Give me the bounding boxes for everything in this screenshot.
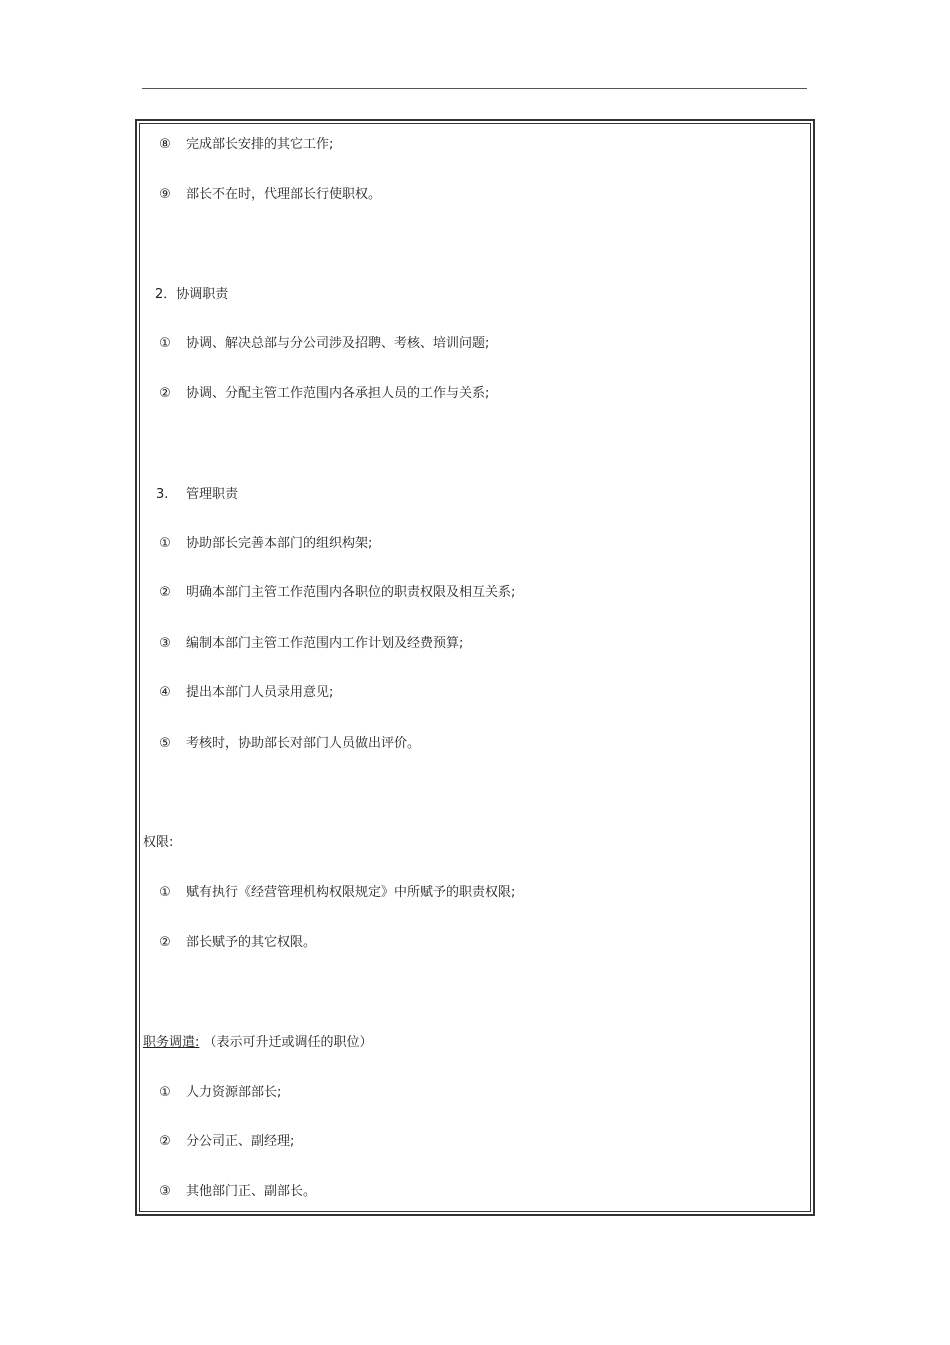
list-number: ④ bbox=[159, 685, 171, 700]
list-number: ① bbox=[159, 1085, 171, 1100]
list-item-text: 提出本部门人员录用意见; bbox=[186, 685, 334, 700]
list-number: ⑨ bbox=[159, 187, 171, 202]
transfer-heading-label: 职务调遣: bbox=[143, 1035, 200, 1050]
list-number: ② bbox=[159, 585, 171, 600]
list-item-text: 部长赋予的其它权限。 bbox=[186, 935, 317, 950]
list-number: ③ bbox=[159, 636, 171, 651]
list-number: ① bbox=[159, 336, 171, 351]
list-number: ③ bbox=[159, 1184, 171, 1199]
list-item-text: 赋有执行《经营管理机构权限规定》中所赋予的职责权限; bbox=[186, 885, 516, 900]
list-number: ② bbox=[159, 1134, 171, 1149]
list-number: ⑧ bbox=[159, 137, 171, 152]
list-item-text: 协助部长完善本部门的组织构架; bbox=[186, 536, 373, 551]
list-item-text: 考核时，协助部长对部门人员做出评价。 bbox=[186, 736, 421, 751]
list-item-text: 编制本部门主管工作范围内工作计划及经费预算; bbox=[186, 636, 464, 651]
list-item-text: 协调、分配主管工作范围内各承担人员的工作与关系; bbox=[186, 386, 490, 401]
list-number: ⑤ bbox=[159, 736, 171, 751]
list-number: ① bbox=[159, 536, 171, 551]
section-heading-coordination: 2．协调职责 bbox=[155, 287, 229, 302]
section-heading-transfer bbox=[143, 1035, 373, 1051]
list-number: ① bbox=[159, 885, 171, 900]
list-item-text: 明确本部门主管工作范围内各职位的职责权限及相互关系; bbox=[186, 585, 516, 600]
section-heading-management: 管理职责 bbox=[186, 487, 239, 502]
content-table-frame bbox=[135, 119, 815, 1216]
header-rule bbox=[142, 88, 807, 89]
list-item-text: 协调、解决总部与分公司涉及招聘、考核、培训问题; bbox=[186, 336, 490, 351]
section-heading-number: 3. bbox=[156, 487, 169, 502]
list-item-text: 完成部长安排的其它工作; bbox=[186, 137, 334, 152]
list-item-text: 部长不在时，代理部长行使职权。 bbox=[186, 187, 382, 202]
list-item-text: 分公司正、副经理; bbox=[186, 1134, 295, 1149]
list-number: ② bbox=[159, 386, 171, 401]
list-item-text: 人力资源部部长; bbox=[186, 1085, 282, 1100]
list-item-text: 其他部门正、副部长。 bbox=[186, 1184, 317, 1199]
section-heading-authority: 权限: bbox=[143, 835, 174, 850]
transfer-heading-note: （表示可升迁或调任的职位） bbox=[203, 1035, 373, 1050]
list-number: ② bbox=[159, 935, 171, 950]
